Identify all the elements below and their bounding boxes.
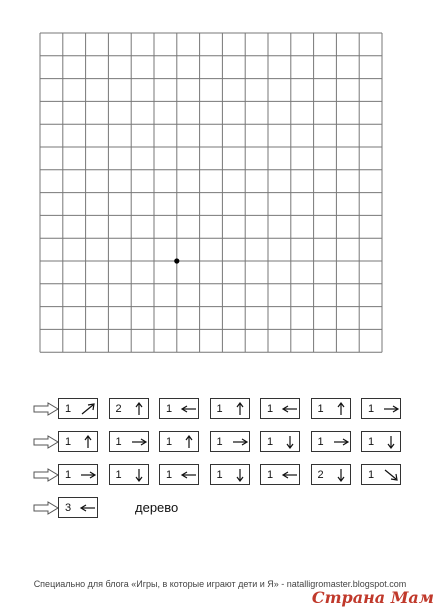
arrow-up-icon [130, 402, 148, 416]
step-count: 1 [65, 402, 72, 415]
arrow-up-icon [180, 435, 198, 449]
step-count: 1 [368, 402, 375, 415]
step-card [311, 431, 351, 452]
row-arrow-marker [33, 468, 59, 482]
step-card [361, 431, 401, 452]
step-card [260, 431, 300, 452]
arrow-down-icon [332, 468, 350, 482]
step-count: 1 [267, 435, 274, 448]
step-count: 1 [216, 435, 223, 448]
step-count: 1 [317, 402, 324, 415]
step-card [109, 431, 149, 452]
arrow-down-icon [382, 435, 400, 449]
arrow-right-icon [382, 402, 400, 416]
watermark-logo: Страна Мам [311, 588, 434, 607]
step-card [311, 398, 351, 419]
step-count: 2 [115, 402, 122, 415]
step-card [361, 398, 401, 419]
footer-credit: Специально для блога «Игры, в которые играют дети и Я» - natalligromaster.blogspot.com [33, 579, 407, 589]
row-arrow-marker [33, 402, 59, 416]
step-count: 1 [267, 468, 274, 481]
arrow-se-icon [382, 468, 400, 482]
step-count: 1 [166, 435, 173, 448]
arrow-up-icon [79, 435, 97, 449]
step-card [159, 431, 199, 452]
arrow-down-icon [281, 435, 299, 449]
step-card [58, 398, 98, 419]
step-count: 1 [166, 468, 173, 481]
arrow-up-icon [332, 402, 350, 416]
step-count: 1 [115, 468, 122, 481]
arrow-left-icon [281, 468, 299, 482]
step-count: 1 [115, 435, 122, 448]
step-card [260, 398, 300, 419]
step-card [159, 464, 199, 485]
arrow-right-icon [332, 435, 350, 449]
step-card [210, 398, 250, 419]
arrow-left-icon [79, 501, 97, 515]
answer-word: дерево [135, 500, 179, 515]
step-card [58, 464, 98, 485]
step-card [109, 464, 149, 485]
step-count: 3 [65, 501, 72, 514]
step-count: 1 [317, 435, 324, 448]
start-dot [174, 258, 179, 263]
step-count: 1 [267, 402, 274, 415]
row-arrow-marker [33, 435, 59, 449]
step-card [210, 464, 250, 485]
arrow-up-icon [231, 402, 249, 416]
arrow-right-icon [130, 435, 148, 449]
step-card [159, 398, 199, 419]
step-card [260, 464, 300, 485]
arrow-right-icon [79, 468, 97, 482]
step-count: 2 [317, 468, 324, 481]
arrow-ne-icon [79, 402, 97, 416]
step-count: 1 [216, 468, 223, 481]
step-card [58, 431, 98, 452]
arrow-left-icon [180, 402, 198, 416]
step-count: 1 [368, 435, 375, 448]
arrow-left-icon [180, 468, 198, 482]
row-arrow-marker [33, 501, 59, 515]
step-count: 1 [368, 468, 375, 481]
arrow-right-icon [231, 435, 249, 449]
step-count: 1 [65, 435, 72, 448]
step-card [311, 464, 351, 485]
step-card [361, 464, 401, 485]
step-card [210, 431, 250, 452]
step-count: 1 [166, 402, 173, 415]
arrow-left-icon [281, 402, 299, 416]
step-count: 1 [65, 468, 72, 481]
step-card [58, 497, 98, 518]
step-count: 1 [216, 402, 223, 415]
arrow-down-icon [231, 468, 249, 482]
step-card [109, 398, 149, 419]
arrow-down-icon [130, 468, 148, 482]
